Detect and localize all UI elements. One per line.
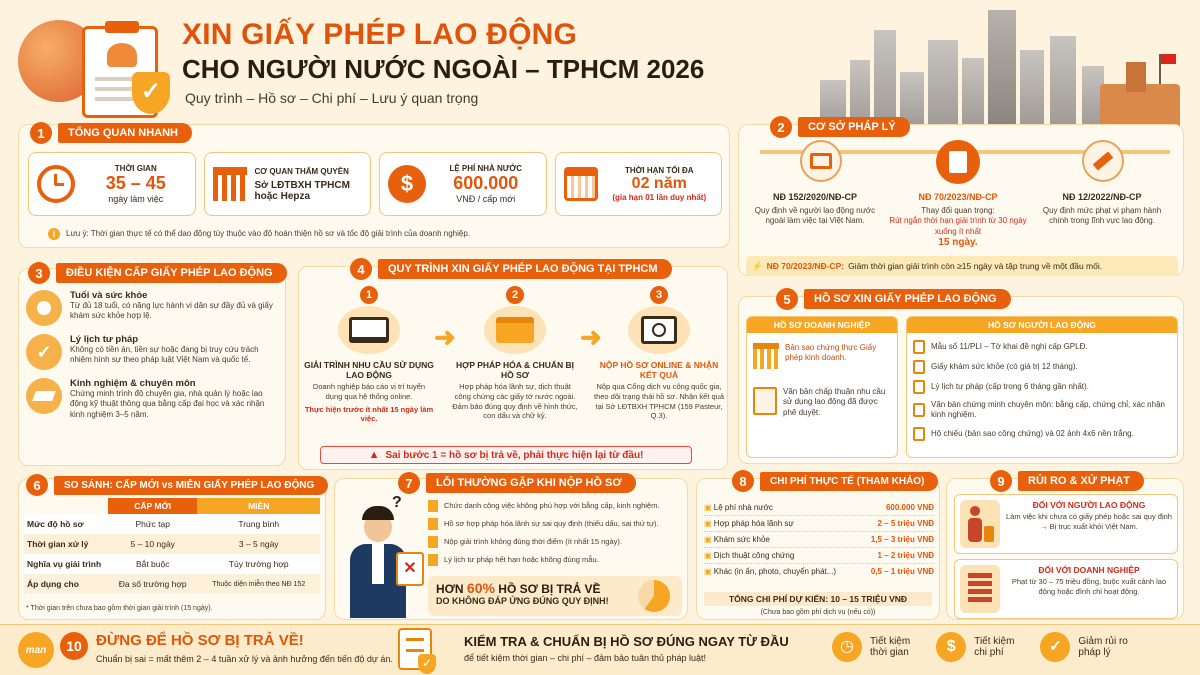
building-icon: [753, 343, 779, 369]
legal-desc-highlight: 15 ngày.: [938, 237, 978, 249]
rejection-pie-chart: [636, 578, 672, 614]
overview-sub: VNĐ / cấp mới: [456, 194, 516, 204]
section-number: 5: [776, 288, 798, 310]
document-icon: ▣: [704, 519, 712, 528]
document-edit-icon: [936, 140, 980, 184]
document-icon: [428, 518, 438, 530]
legal-desc: Thay đổi quan trọng:: [921, 206, 995, 215]
benefit-item: ✓ Giảm rủi ro pháp lý: [1040, 632, 1127, 662]
section-number: 1: [30, 122, 52, 144]
footer-title: ĐỪNG ĐỂ HỒ SƠ BỊ TRẢ VỀ!: [96, 632, 304, 649]
document-icon: ▣: [704, 551, 712, 560]
error-item: Nộp giải trình không đúng thời điểm (ít nhất 15 ngày).: [428, 536, 684, 548]
legal-code: NĐ 152/2020/NĐ-CP: [772, 192, 858, 202]
calendar-icon: [564, 167, 598, 201]
document-icon: ▣: [704, 567, 712, 576]
benefit-item: ◷ Tiết kiệm thời gian: [832, 632, 910, 662]
folder-documents-icon: [484, 306, 546, 354]
condition-item: Tuổi và sức khỏe Từ đủ 18 tuổi, có năng lực hành vi dân sự đầy đủ và giấy khám sức khỏe hợp lệ.: [26, 290, 280, 326]
comparison-note: * Thời gian trên chưa bao gồm thời gian giải trình (15 ngày).: [26, 605, 213, 612]
doc-item: Lý lịch tư pháp (cấp trong 6 tháng gần nhất).: [913, 380, 1171, 394]
rejection-stat-box: HƠN 60% HỒ SƠ BỊ TRẢ VỀ DO KHÔNG ĐÁP ỨNG ĐÚNG QUY ĐỊNH!: [428, 576, 682, 616]
overview-label: LỆ PHÍ NHÀ NƯỚC: [449, 164, 523, 173]
traveler-luggage-icon: [960, 500, 1000, 548]
cost-row: ▣ Hợp pháp hóa lãnh sự 2 – 5 triệu VNĐ: [704, 516, 934, 532]
checklist-clipboard-icon: ✓: [398, 628, 432, 670]
footer-desc: Chuẩn bị sai = mất thêm 2 – 4 tuần xử lý và ảnh hưởng đến tiến độ dự án.: [96, 654, 393, 664]
overview-value: 02 năm: [631, 175, 687, 192]
certificate-icon: [913, 403, 925, 417]
page-title-line2: CHO NGƯỜI NƯỚC NGOÀI – TPHCM 2026: [182, 54, 705, 84]
section-number: 3: [28, 262, 50, 284]
document-icon: ▣: [704, 535, 712, 544]
process-step: 3 NỘP HỒ SƠ ONLINE & NHẬN KẾT QUẢ Nộp qua Cổng dịch vụ công quốc gia, theo dõi trạng thái hồ sơ. Nhận kết quả tại Sở LĐTBXH TPHCM (159 Pasteur, Q.3).: [594, 286, 724, 421]
book-icon: [800, 140, 842, 182]
cost-total-note: (Chưa bao gồm phí dịch vụ (nếu có)): [760, 609, 876, 616]
error-item: Chức danh công việc không phù hợp với bằng cấp, kinh nghiệm.: [428, 500, 684, 512]
section-title: QUY TRÌNH XIN GIẤY PHÉP LAO ĐỘNG TẠI TPHCM: [378, 259, 672, 279]
process-step: 1 GIẢI TRÌNH NHU CẦU SỬ DỤNG LAO ĐỘNG Doanh nghiệp báo cáo vị trí tuyển dụng qua hệ thống online. Thực hiện trước ít nhất 15 ngày làm việc.: [304, 286, 434, 424]
section-title: RỦI RO & XỬ PHẠT: [1018, 471, 1144, 491]
gavel-icon: [1082, 140, 1124, 182]
process-alert: ▲ Sai bước 1 = hồ sơ bị trả về, phải thực hiện lại từ đầu!: [320, 446, 692, 464]
doc-item: Giấy khám sức khỏe (có giá trị 12 tháng).: [913, 360, 1171, 374]
document-stamp-icon: [753, 387, 777, 415]
cost-row: ▣ Khác (in ấn, photo, chuyển phát...) 0,5 – 1 triệu VNĐ: [704, 567, 934, 576]
overview-sub: hoặc Hepza: [254, 190, 311, 202]
cost-row: ▣ Khám sức khỏe 1,5 – 3 triệu VNĐ: [704, 532, 934, 548]
graduation-cap-icon: [26, 378, 62, 414]
dollar-coin-icon: $: [388, 165, 426, 203]
condition-item: ✓ Lý lịch tư pháp Không có tiền án, tiền sự hoặc đang bị truy cứu trách nhiệm hình sự theo pháp luật Việt Nam và quốc tế.: [26, 334, 280, 370]
legal-code: NĐ 70/2023/NĐ-CP: [918, 192, 998, 202]
section-number: 9: [990, 470, 1012, 492]
legal-desc: Quy định mức phạt vi phạm hành chính trong lĩnh vực lao động.: [1042, 206, 1162, 226]
footer-cta-sub: để tiết kiệm thời gian – chi phí – đảm bảo tuân thủ pháp luật!: [464, 653, 707, 663]
business-docs-column: HỒ SƠ DOANH NGHIỆP Bản sao chứng thực Giấy phép kinh doanh. Văn bản chấp thuận nhu cầu sử dụng lao động đã được phê duyệt.: [746, 316, 898, 458]
doc-item: Mẫu số 11/PLI – Tờ khai đề nghị cấp GPLĐ.: [913, 340, 1171, 354]
document-icon: [428, 536, 438, 548]
overview-value: 35 – 45: [105, 173, 166, 193]
laptop-icon: [338, 306, 400, 354]
shield-check-icon: ✓: [26, 334, 62, 370]
doc-item: Văn bản chứng minh chuyên môn: bằng cấp, chứng chỉ, xác nhận kinh nghiệm.: [913, 400, 1171, 421]
risk-item: ĐỐI VỚI DOANH NGHIỆP Phạt từ 30 – 75 triệu đồng, buộc xuất cảnh lao động hoặc đình chỉ hoạt động.: [954, 559, 1178, 619]
condition-item: Kinh nghiệm & chuyên môn Chứng minh trình độ chuyên gia, nhà quản lý hoặc lao động kỹ thuật thông qua bằng cấp đại học và xác nhận kinh nghiệm 3–5 năm.: [26, 378, 280, 420]
error-item: Lý lịch tư pháp hết hạn hoặc không đúng mẫu.: [428, 554, 684, 566]
globe-monitor-icon: [628, 306, 690, 354]
doc-item: Văn bản chấp thuận nhu cầu sử dụng lao động đã được phê duyệt.: [747, 369, 897, 418]
office-building-icon: [960, 565, 1000, 613]
overview-label: THỜI GIAN: [114, 164, 157, 173]
worker-docs-column: HỒ SƠ NGƯỜI LAO ĐỘNG Mẫu số 11/PLI – Tờ khai đề nghị cấp GPLĐ. Giấy khám sức khỏe (có giá trị 12 tháng). Lý lịch tư pháp (cấp trong 6 tháng gần nhất). Văn bản chứng minh chuyên môn: bằng cấp, chứng chỉ, xác nhận kinh nghiệm. Hộ chiếu (bản sao công chứng) và 02 ảnh 4x6 nền trắng.: [906, 316, 1178, 458]
page-subtitle: Quy trình – Hồ sơ – Chi phí – Lưu ý quan trọng: [185, 90, 479, 106]
section-number: 7: [398, 472, 420, 494]
overview-value: Sở LĐTBXH TPHCM: [254, 179, 350, 191]
record-icon: [913, 380, 925, 394]
footer-cta: KIỂM TRA & CHUẨN BỊ HỒ SƠ ĐÚNG NGAY TỪ ĐẦU: [464, 634, 789, 649]
document-icon: [428, 554, 438, 566]
section-title: CHI PHÍ THỰC TẾ (THAM KHẢO): [760, 472, 938, 491]
section-number: 10: [60, 632, 88, 660]
error-document-icon: ✕: [396, 552, 424, 586]
section-title: SO SÁNH: CẤP MỚI vs MIỄN GIẤY PHÉP LAO ĐỘNG: [54, 476, 328, 495]
clock-icon: [37, 165, 75, 203]
flag-icon: [1160, 54, 1176, 64]
section-title: TỔNG QUAN NHANH: [58, 123, 192, 143]
cost-row: ▣ Dịch thuật công chứng 1 – 2 triệu VNĐ: [704, 548, 934, 564]
section-title: CƠ SỞ PHÁP LÝ: [798, 117, 910, 137]
doc-item: Hộ chiếu (bản sao công chứng) và 02 ảnh 4x6 nền trắng.: [913, 427, 1171, 441]
overview-card-time: [28, 152, 196, 216]
document-icon: [428, 500, 438, 512]
doc-item: Bản sao chứng thực Giấy phép kinh doanh.: [747, 333, 897, 369]
page-title: XIN GIẤY PHÉP LAO ĐỘNG: [182, 18, 578, 51]
warning-icon: ▲: [368, 449, 380, 461]
clock-icon: ◷: [832, 632, 862, 662]
error-item: Hồ sơ hợp pháp hóa lãnh sự sai quy định (thiếu dấu, sai thứ tự).: [428, 518, 684, 530]
section-number: 6: [26, 474, 48, 496]
overview-card-fee: [379, 152, 547, 216]
section-title: HỒ SƠ XIN GIẤY PHÉP LAO ĐỘNG: [804, 289, 1011, 309]
shield-check-icon: ✓: [132, 72, 170, 114]
risk-item: ĐỐI VỚI NGƯỜI LAO ĐỘNG Làm việc khi chưa có giấy phép hoặc sai quy định → Bị trục xuất khỏi Việt Nam.: [954, 494, 1178, 554]
lightning-icon: ⚡: [752, 260, 763, 271]
benefit-item: $ Tiết kiệm chi phí: [936, 632, 1014, 662]
city-skyline-illustration: [800, 0, 1200, 128]
legal-desc: Rút ngắn thời hạn giải trình từ 30 ngày xuống ít nhất: [889, 216, 1027, 236]
section-title: LỖI THƯỜNG GẶP KHI NỘP HỒ SƠ: [426, 473, 636, 493]
arrow-right-icon: ➜: [434, 322, 456, 352]
section-number: 2: [770, 116, 792, 138]
comparison-table: CẤP MỚI MIỄN Mức độ hồ sơ Phức tạp Trung bình Thời gian xử lý 5 – 10 ngày 3 – 5 ngày Nghĩa vụ giải trình Bắt buộc Tùy trường hợp Áp dụng cho Đa số trường hợp Thuộc diện miễn theo NĐ 152: [24, 498, 320, 594]
government-building-icon: [213, 167, 247, 201]
overview-sub: ngày làm việc: [108, 194, 164, 204]
section-title: ĐIỀU KIỆN CẤP GIẤY PHÉP LAO ĐỘNG: [56, 263, 287, 283]
dollar-coin-icon: $: [936, 632, 966, 662]
arrow-right-icon: ➜: [580, 322, 602, 352]
shield-check-icon: ✓: [1040, 632, 1070, 662]
process-step: 2 HỢP PHÁP HÓA & CHUẨN BỊ HỒ SƠ Hợp pháp hóa lãnh sự, dịch thuật công chứng các giấy tờ nước ngoài. Đảm bảo đúng quy định về hình thức, con dấu và chữ ký.: [450, 286, 580, 421]
overview-card-duration: [555, 152, 723, 216]
section-number: 4: [350, 258, 372, 280]
legal-code: NĐ 12/2022/NĐ-CP: [1062, 192, 1142, 202]
section-number: 8: [732, 470, 754, 492]
overview-sub: (gia hạn 01 lần duy nhất): [612, 193, 707, 202]
cost-row: ▣ Lệ phí nhà nước 600.000 VNĐ: [704, 500, 934, 516]
overview-value: 600.000: [453, 173, 519, 193]
overview-label: THỜI HẠN TỐI ĐA: [624, 166, 694, 175]
passport-icon: [913, 427, 925, 441]
question-mark-icon: ?: [392, 494, 402, 511]
overview-label: CƠ QUAN THẨM QUYỀN: [254, 166, 349, 176]
overview-card-authority: [204, 152, 372, 216]
overview-note: i Lưu ý: Thời gian thực tế có thể dao động tùy thuộc vào độ hoàn thiện hồ sơ và tốc độ giải trình của doanh nghiệp.: [48, 228, 470, 240]
legal-banner: ⚡ NĐ 70/2023/NĐ-CP: Giảm thời gian giải trình còn ≥15 ngày và tập trung về một đầu mối.: [746, 256, 1178, 276]
brand-logo: man: [18, 632, 54, 668]
person-icon: [26, 290, 62, 326]
legal-desc: Quy định về người lao động nước ngoài làm việc tại Việt Nam.: [754, 206, 876, 226]
form-icon: [913, 340, 925, 354]
info-icon: i: [48, 228, 60, 240]
document-icon: ▣: [704, 503, 712, 512]
medical-cross-icon: [913, 360, 925, 374]
cost-total: TỔNG CHI PHÍ DỰ KIẾN: 10 – 15 TRIỆU VNĐ: [704, 592, 932, 606]
